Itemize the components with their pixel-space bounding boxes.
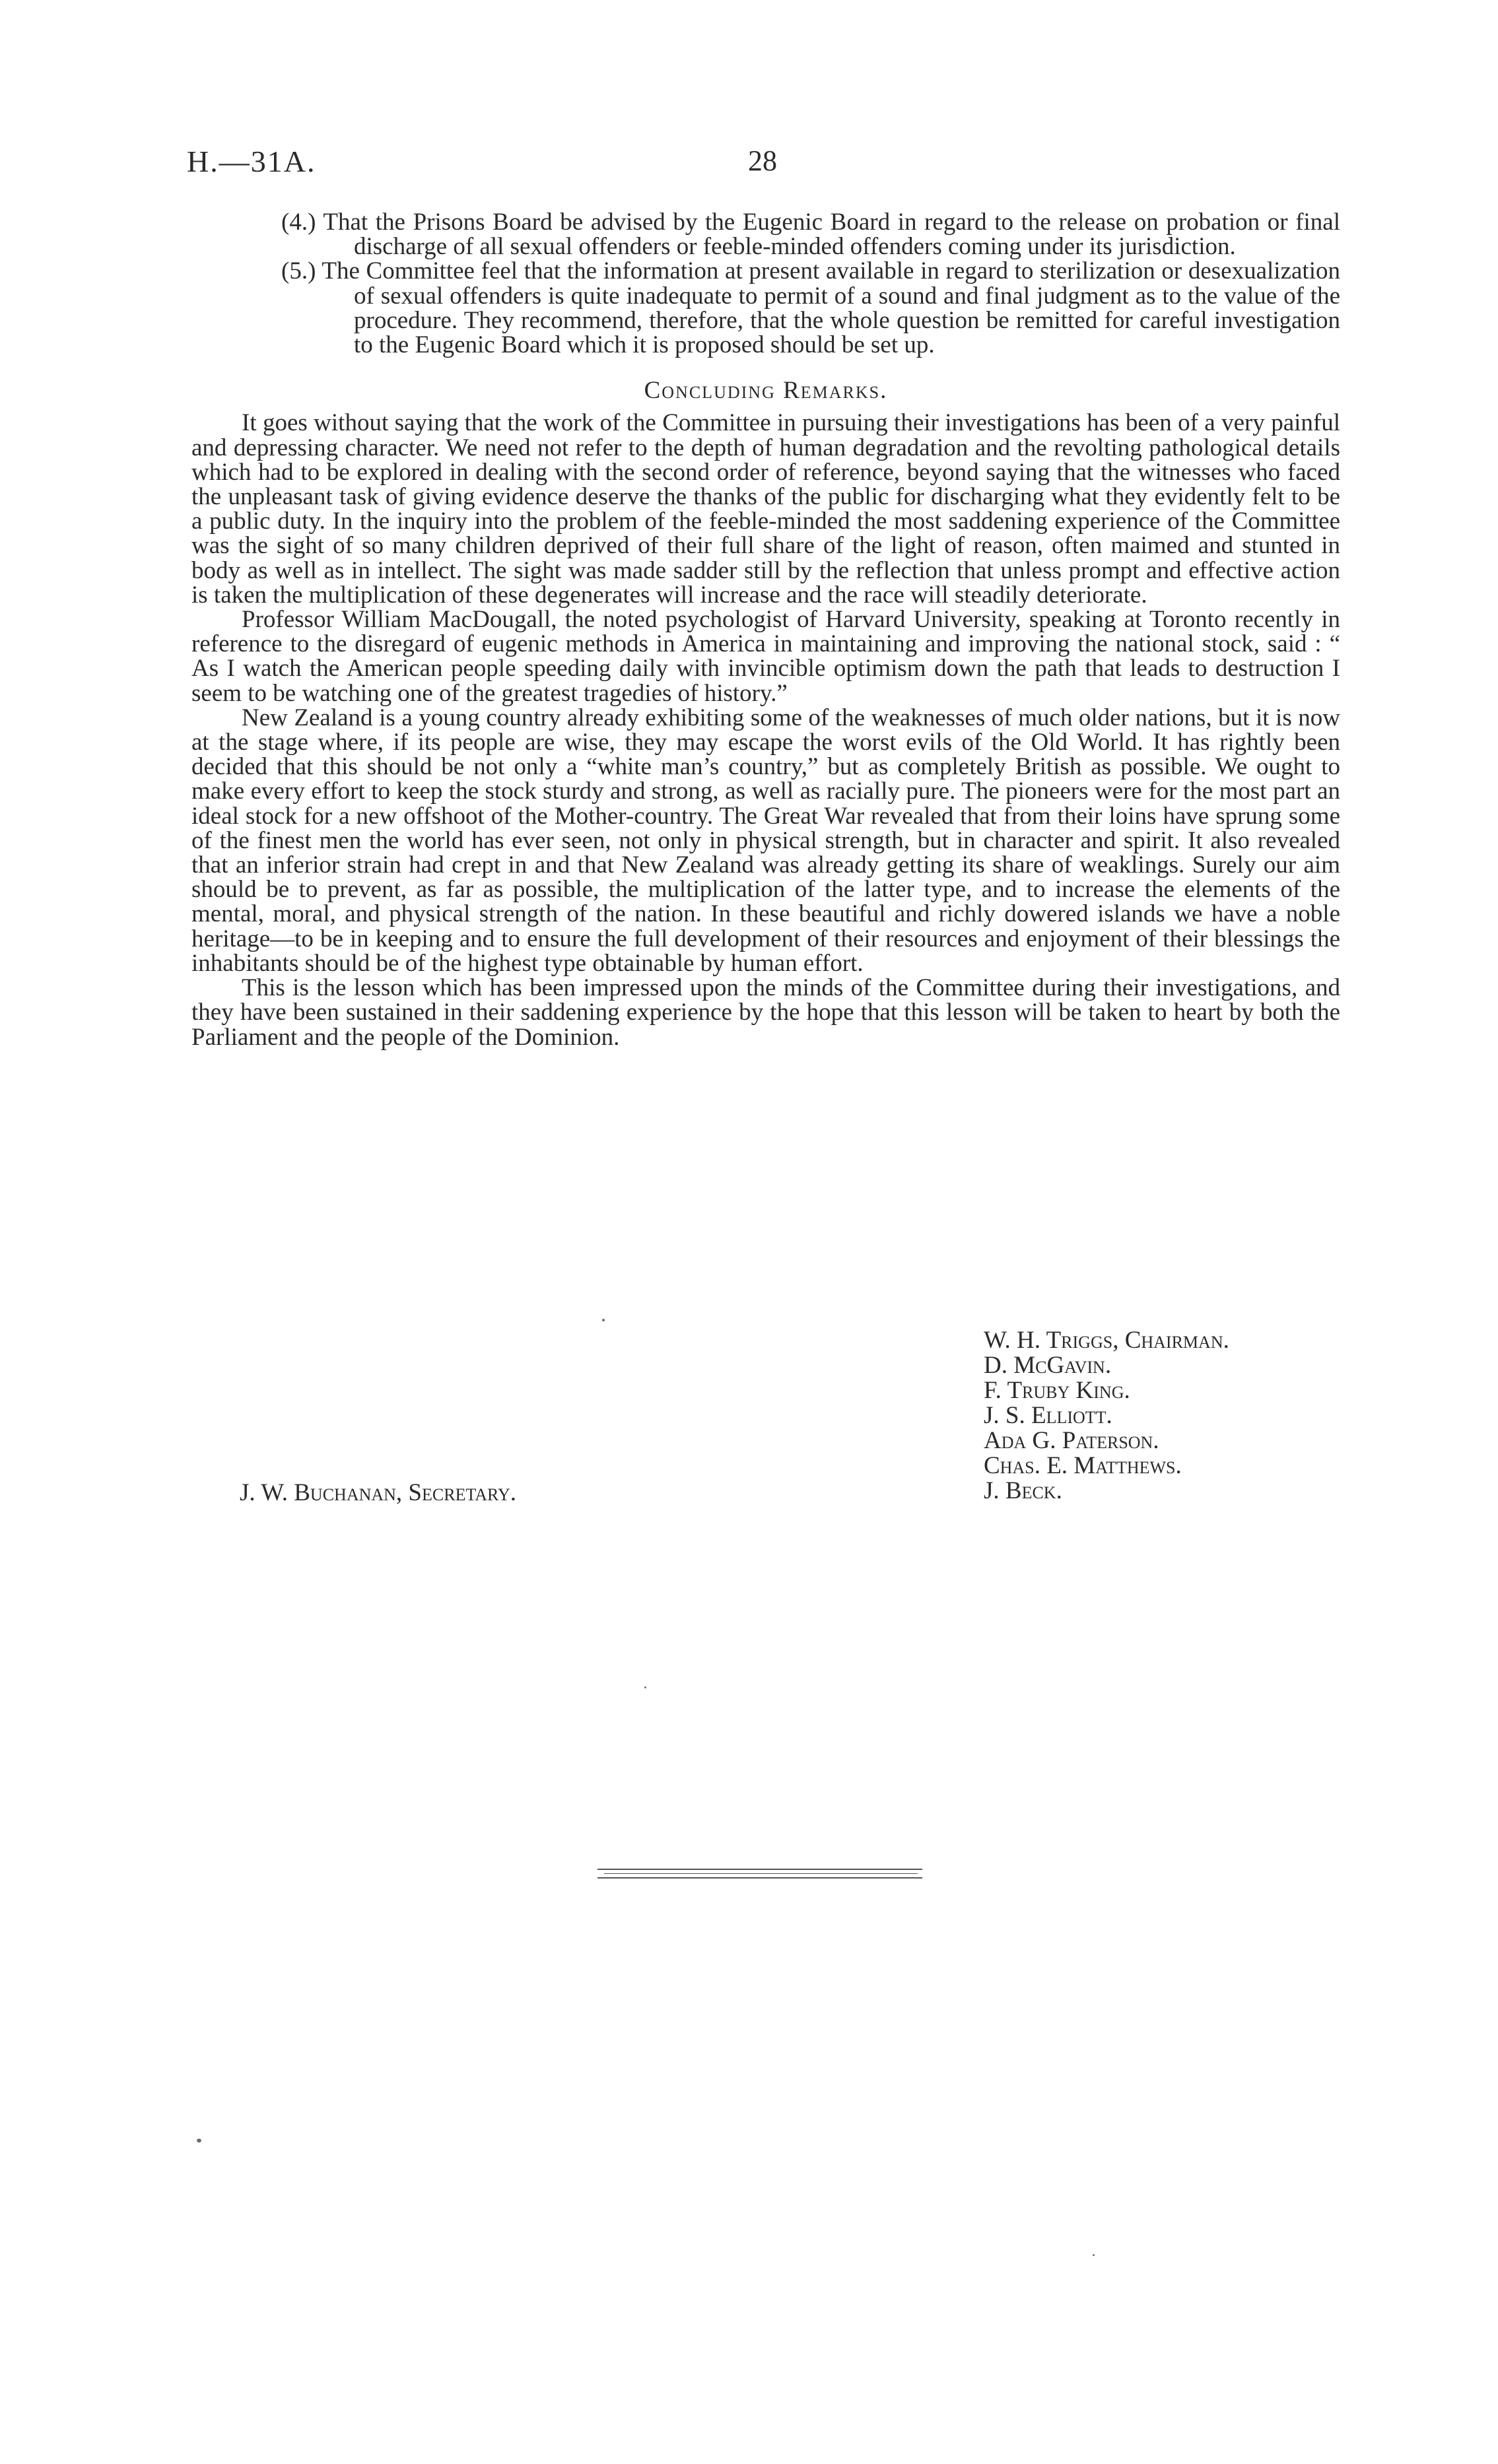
report-reference: H.—31A. — [187, 145, 316, 178]
ink-speck — [644, 1686, 646, 1688]
signatory: J. S. Elliott. — [984, 1402, 1112, 1429]
signatory: D. McGavin. — [984, 1352, 1112, 1379]
ink-speck — [197, 2139, 201, 2143]
signatory: F. Truby King. — [984, 1377, 1130, 1404]
secretary-signature: J. W. Buchanan, Secretary. — [240, 1479, 516, 1506]
ink-speck — [1093, 2254, 1095, 2256]
ink-speck — [602, 1319, 605, 1321]
paragraph: This is the lesson which has been impressed upon the minds of the Committee during their investigations, and they have been sustained in their saddening experience by the hope that this lesson will be taken to heart by both the Parliament and the people of the Dominion. — [191, 974, 1340, 1051]
recommendation-item-4: (4.) That the Prisons Board be advised by the Eugenic Board in regard to the release on probation or final discharge of all sexual offenders or feeble-minded offenders coming under its jurisdiction. — [281, 209, 1340, 261]
end-rule — [597, 1877, 922, 1879]
signatory: W. H. Triggs, Chairman. — [984, 1327, 1229, 1354]
end-rule — [597, 1869, 922, 1870]
report-body — [191, 210, 1340, 1049]
signatory: Chas. E. Matthews. — [984, 1452, 1182, 1479]
page-number: 28 — [748, 145, 777, 177]
signatory-list — [984, 1328, 1229, 1504]
signatory: Ada G. Paterson. — [984, 1427, 1159, 1454]
section-heading: Concluding Remarks. — [644, 377, 888, 405]
recommendation-item-5: (5.) The Committee feel that the information at present available in regard to sterilization or desexualization of sexual offenders is quite inadequate to permit of a sound and final judgment as to the value of the procedure. They recommend, therefore, that the whole question be remitted for careful investigation to the Eugenic Board which it is proposed should be set up. — [281, 257, 1340, 359]
paragraph: Professor William MacDougall, the noted psychologist of Harvard University, speaking at Toronto recently in reference to the disregard of eugenic methods in America in maintaining and improving the national stock, said : “ As I watch the American people speeding daily with invincible optimism down the path that leads to destruction I seem to be watching one of the greatest tragedies of history.” — [191, 606, 1340, 707]
end-rule — [604, 1873, 918, 1874]
paragraph: New Zealand is a young country already exhibiting some of the weaknesses of much older nations, but it is now at the stage where, if its people are wise, they may escape the worst evils of the Old World. It has rightly been decided that this should be not only a “white man’s country,” but as completely British as possible. We ought to make every effort to keep the stock sturdy and strong, as well as racially pure. The pioneers were for the most part an ideal stock for a new offshoot of the Mother-country. The Great War revealed that from their loins have sprung some of the finest men the world has ever seen, not only in physical strength, but in character and spirit. It also revealed that an inferior strain had crept in and that New Zealand was already getting its share of weaklings. Surely our aim should be to prevent, as far as possible, the multiplication of the latter type, and to increase the elements of the mental, moral, and physical strength of the nation. In these beautiful and richly dowered islands we have a noble heritage—to be in keeping and to ensure the full development of their resources and enjoyment of their blessings the inhabitants should be of the highest type obtainable by human effort. — [191, 704, 1340, 977]
signatory: J. Beck. — [984, 1477, 1062, 1504]
paragraph: It goes without saying that the work of the Committee in pursuing their investigations has been of a very painful and depressing character. We need not refer to the depth of human degradation and the revolting pathological details which had to be explored in dealing with the second order of reference, beyond saying that the witnesses who faced the unpleasant task of giving evidence deserve the thanks of the public for discharging what they evidently felt to be a public duty. In the inquiry into the problem of the feeble-minded the most saddening experience of the Committee was the sight of so many children deprived of their full share of the light of reason, often maimed and stunted in body as well as in intellect. The sight was made sadder still by the reflection that unless prompt and effective action is taken the multiplication of these degenerates will increase and the race will steadily deteriorate. — [191, 409, 1340, 609]
